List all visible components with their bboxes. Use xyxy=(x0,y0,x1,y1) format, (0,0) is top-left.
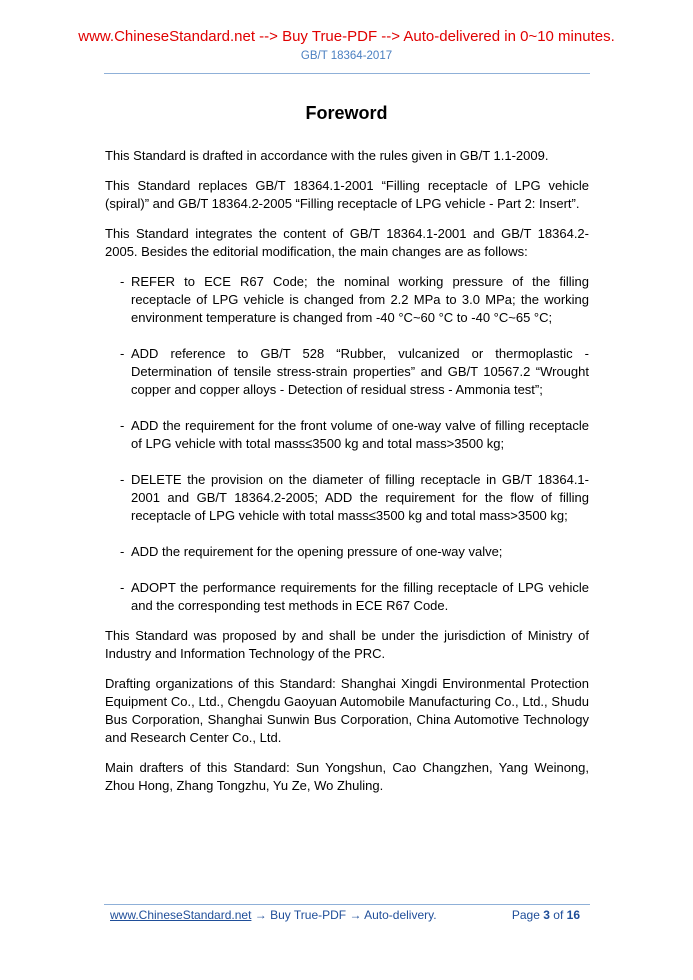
list-item xyxy=(105,579,589,615)
page-total: 16 xyxy=(566,908,580,922)
page-label: Page xyxy=(511,908,540,922)
bullet-dash: - xyxy=(120,472,125,487)
list-item-text: DELETE the provision on the diameter of filling receptacle in GB/T 18364.1-2001 and GB/T 18364.2-2005; ADD the requirement for the flow of filling receptacle of LPG vehicle with total mass≤3500 kg and total mass>3500 kg; xyxy=(131,472,589,523)
page-indicator xyxy=(512,908,580,922)
footer-link[interactable]: www.ChineseStandard.net xyxy=(110,908,252,922)
footer-divider xyxy=(104,904,590,905)
header-divider xyxy=(104,73,590,74)
list-item xyxy=(105,417,589,453)
bullet-dash: - xyxy=(120,346,125,361)
paragraph-drafting-organizations: Drafting organizations of this Standard: Shanghai Xingdi Environmental Protection Equipment Co., Ltd., Chengdu Gaoyuan Automobile Manufacturing Co., Ltd., Shudu Bus Corporation, Shanghai Sunwin Bus Corporation, China Automotive Technology and Research Center Co., Ltd. xyxy=(105,676,589,745)
paragraph-jurisdiction: This Standard was proposed by and shall be under the jurisdiction of Ministry of Industry and Information Technology of the PRC. xyxy=(105,628,589,661)
list-item xyxy=(105,543,589,561)
footer-tagline: → Buy True-PDF → Auto-delivery. xyxy=(251,908,437,922)
document-body xyxy=(105,147,589,807)
bullet-dash: - xyxy=(120,580,125,595)
paragraph-integrates: This Standard integrates the content of GB/T 18364.1-2001 and GB/T 18364.2-2005. Besides the editorial modification, the main changes are as follows: xyxy=(105,226,589,259)
bullet-dash: - xyxy=(120,274,125,289)
document-code: GB/T 18364-2017 xyxy=(300,50,393,62)
list-item-text: ADD the requirement for the front volume of one-way valve of filling receptacle of LPG vehicle with total mass≤3500 kg and total mass>3500 kg; xyxy=(131,418,589,451)
list-item xyxy=(105,471,589,525)
page-of-label: of xyxy=(553,908,564,922)
top-banner[interactable]: www.ChineseStandard.net --> Buy True-PDF --> Auto-delivered in 0~10 minutes. xyxy=(78,28,615,45)
paragraph-main-drafters: Main drafters of this Standard: Sun Yongshun, Cao Changzhen, Yang Weinong, Zhou Hong, Zhang Tongzhu, Yu Ze, Wo Zhuling. xyxy=(105,760,589,793)
list-item-text: ADD the requirement for the opening pressure of one-way valve; xyxy=(131,544,503,559)
paragraph-replaces: This Standard replaces GB/T 18364.1-2001 “Filling receptacle of LPG vehicle (spiral)” and GB/T 18364.2-2005 “Filling receptacle of LPG vehicle - Part 2: Insert”. xyxy=(105,178,589,211)
page-title: Foreword xyxy=(305,103,388,123)
list-item-text: REFER to ECE R67 Code; the nominal working pressure of the filling receptacle of LPG vehicle is changed from 2.2 MPa to 3.0 MPa; the working environment temperature is changed from -40 °C~60 °C to -40 °C~65 °C; xyxy=(131,274,589,325)
list-item xyxy=(105,345,589,399)
bullet-dash: - xyxy=(120,544,125,559)
bullet-dash: - xyxy=(120,418,125,433)
list-item-text: ADOPT the performance requirements for the filling receptacle of LPG vehicle and the corresponding test methods in ECE R67 Code. xyxy=(131,580,589,613)
page-current: 3 xyxy=(543,908,550,922)
changes-list xyxy=(105,273,589,615)
list-item xyxy=(105,273,589,327)
page-footer xyxy=(110,908,580,922)
paragraph-drafting-rules: This Standard is drafted in accordance with the rules given in GB/T 1.1-2009. xyxy=(105,148,549,163)
list-item-text: ADD reference to GB/T 528 “Rubber, vulcanized or thermoplastic - Determination of tensile stress-strain properties” and GB/T 10567.2 “Wrought copper and copper alloys - Detection of residual stress - Ammonia test”; xyxy=(131,346,589,397)
